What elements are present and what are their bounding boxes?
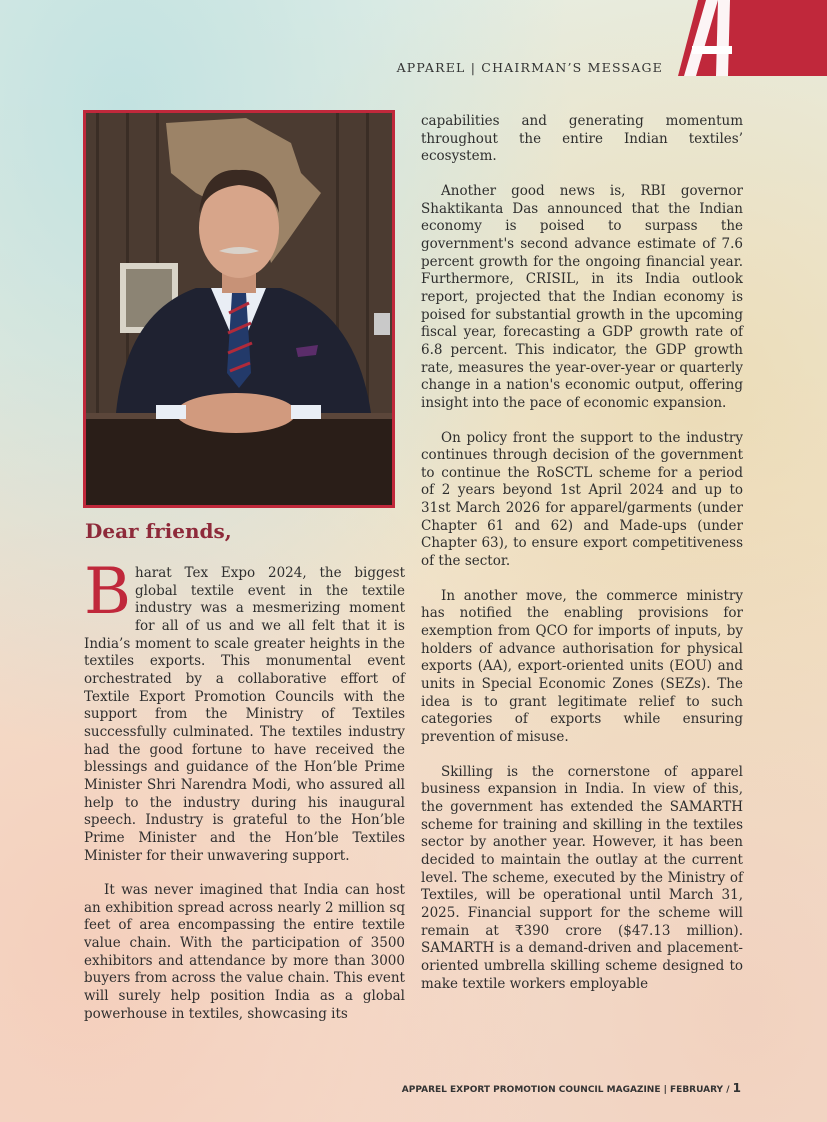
- left-column: [84, 555, 405, 1040]
- paragraph-skilling: Skilling is the cornerstone of apparel business expansion in India. In view of this, the government has extended the SAMARTH scheme for training and skilling in the textiles sector by another year. However, it has been decided to maintain the outlay at the current level. The scheme, executed by the Ministry of Textiles, will be operational until March 31, 2025. Financial support for the scheme will remain at ₹390 crore ($47.13 million). SAMARTH is a demand-driven and placement-oriented umbrella skilling scheme designed to make textile workers employable: [421, 763, 743, 992]
- paragraph-economy: Another good news is, RBI governor Shaktikanta Das announced that the Indian economy is poised to surpass the government's second advance estimate of 7.6 percent growth for the ongoing financial year. Furthermore, CRISIL, in its India outlook report, projected that the Indian economy is poised for substantial growth in the upcoming fiscal year, forecasting a GDP growth rate of 6.8 percent. This indicator, the GDP growth rate, measures the year-over-year or quarterly change in a nation's economic output, offering insight into the pace of economic expansion.: [421, 182, 743, 411]
- salutation-heading: Dear friends,: [85, 519, 232, 543]
- paragraph-intro: [84, 555, 405, 865]
- paragraph-exhibition: It was never imagined that India can host an exhibition spread across nearly 2 million sq feet of area encompassing the entire textile value chain. With the participation of 3500 exhibitors and attendance by more than 3000 buyers from across the value chain. This event will surely help position India as a global powerhouse in textiles, showcasing its: [84, 882, 405, 1022]
- dropcap: B: [84, 555, 132, 629]
- right-column: [421, 113, 743, 1010]
- magazine-logo: [678, 0, 827, 76]
- page-number: 1: [732, 1081, 741, 1095]
- logo-a-icon: [678, 0, 827, 76]
- page-footer: [402, 1081, 741, 1095]
- running-head: APPAREL | CHAIRMAN’S MESSAGE: [396, 60, 663, 75]
- paragraph-commerce: In another move, the commerce ministry has notified the enabling provisions for exemption from QCO for imports of inputs, by holders of advance authorisation for physical exports (AA), export-oriented units (EOU) and units in Special Economic Zones (SEZs). The idea is to grant legitimate relief to such categories of exports while ensuring prevention of misuse.: [421, 587, 743, 745]
- paragraph-intro-text: harat Tex Expo 2024, the biggest global textile event in the textile industry was a mesmerizing moment for all of us and we all felt that it is India’s moment to scale greater heights in the textiles exports. This monumental event orchestrated by a collaborative effort of Textile Export Promotion Councils with the support from the Ministry of Textiles successfully culminated. The textiles industry had the good fortune to have received the blessings and guidance of the Hon’ble Prime Minister Shri Narendra Modi, who assured all help to the industry during his inaugural speech. Industry is grateful to the Hon’ble Prime Minister and the Hon’ble Textiles Minister for their unwavering support.: [84, 565, 405, 864]
- chairman-portrait-icon: [86, 113, 392, 505]
- paragraph-continuation: capabilities and generating momentum throughout the entire Indian textiles’ ecosystem.: [421, 113, 743, 165]
- paragraph-policy: On policy front the support to the industry continues through decision of the government to continue the RoSCTL scheme for a period of 2 years beyond 1st April 2024 and up to 31st March 2026 for apparel/garments (under Chapter 61 and 62) and Made-ups (under Chapter 63), to ensure export competitiveness of the sector.: [421, 429, 743, 570]
- footer-text: APPAREL EXPORT PROMOTION COUNCIL MAGAZINE | FEBRUARY /: [401, 1085, 730, 1095]
- chairman-photo: [83, 110, 395, 508]
